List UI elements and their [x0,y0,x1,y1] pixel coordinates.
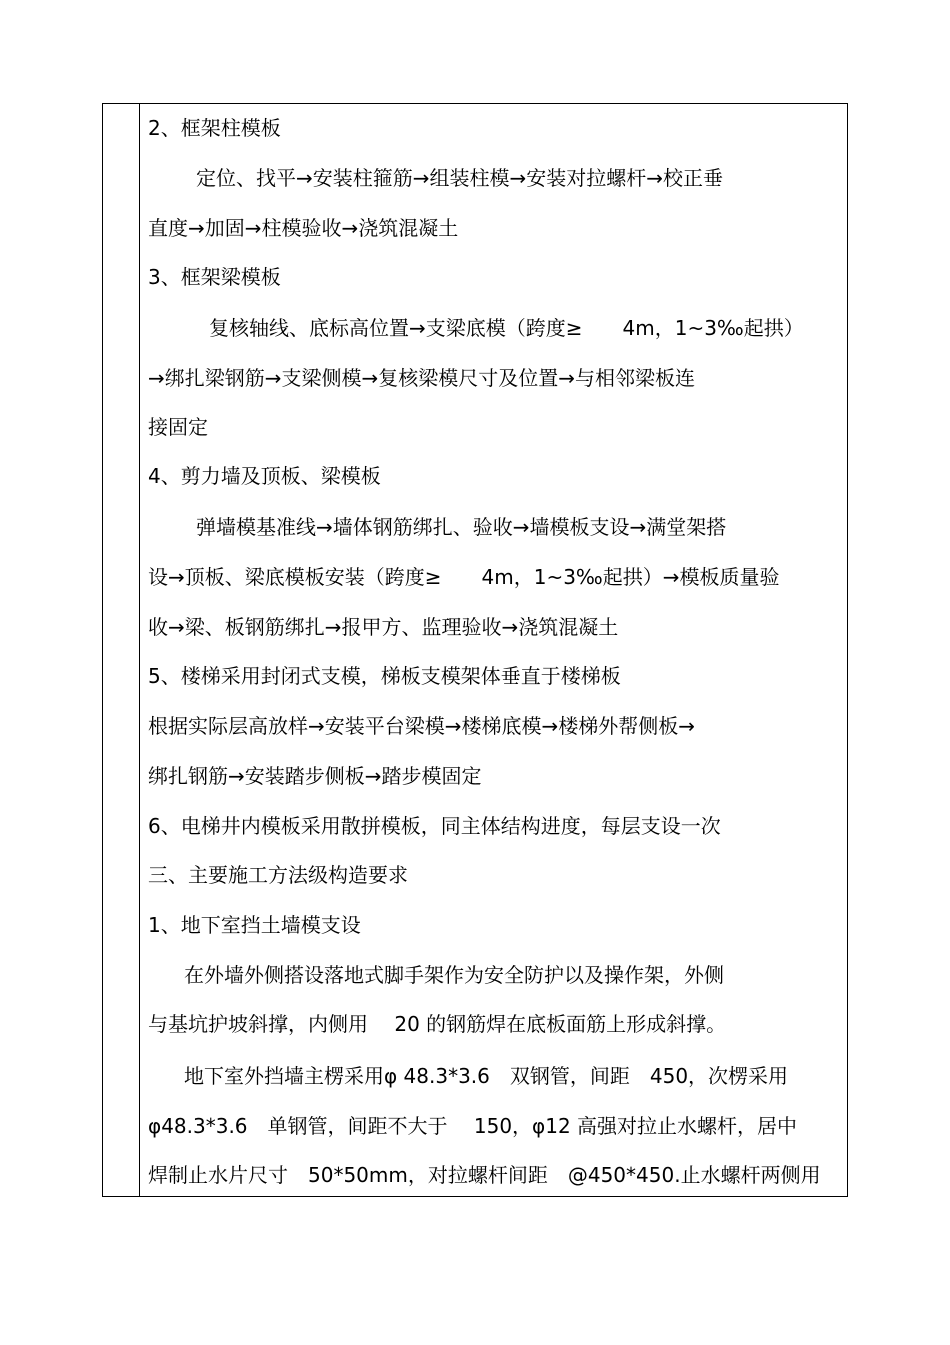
section-heading-construction-methods: 三、主要施工方法级构造要求 [148,863,408,887]
paragraph-line: 接固定 [148,415,208,439]
heading-frame-column-formwork: 2、框架柱模板 [148,116,281,140]
paragraph-line: 焊制止水片尺寸 50*50mm，对拉螺杆间距 @450*450.止水螺杆两侧用 [148,1163,821,1187]
left-column-cell [103,104,140,1196]
document-table [102,103,848,1197]
paragraph-line: 收→梁、板钢筋绑扎→报甲方、监理验收→浇筑混凝土 [148,615,619,639]
paragraph-line: 弹墙模基准线→墙体钢筋绑扎、验收→墙模板支设→满堂架搭 [196,515,727,539]
paragraph-line: 在外墙外侧搭设落地式脚手架作为安全防护以及操作架，外侧 [184,963,724,987]
paragraph-line: 与基坑护坡斜撑，内侧用 20 的钢筋焊在底板面筋上形成斜撑。 [148,1012,727,1036]
paragraph-line: 根据实际层高放样→安装平台梁模→楼梯底模→楼梯外帮侧板→ [148,714,696,738]
heading-frame-beam-formwork: 3、框架梁模板 [148,265,281,289]
heading-elevator-shaft-formwork: 6、电梯井内模板采用散拼模板，同主体结构进度，每层支设一次 [148,814,721,838]
heading-stair-formwork: 5、楼梯采用封闭式支模，梯板支模架体垂直于楼梯板 [148,664,621,688]
heading-shear-wall-formwork: 4、剪力墙及顶板、梁模板 [148,464,381,488]
paragraph-line: 地下室外挡墙主楞采用φ 48.3*3.6 双钢管，间距 450，次楞采用 [184,1064,789,1088]
paragraph-line: 复核轴线、底标高位置→支梁底模（跨度≥ 4m，1~3‰起拱） [209,316,804,340]
paragraph-line: →绑扎梁钢筋→支梁侧模→复核梁模尺寸及位置→与相邻梁板连 [148,366,696,390]
paragraph-line: 定位、找平→安装柱箍筋→组装柱模→安装对拉螺杆→校正垂 [196,166,724,190]
paragraph-line: φ48.3*3.6 单钢管，间距不大于 150，φ12 高强对拉止水螺杆，居中 [148,1114,798,1138]
paragraph-line: 绑扎钢筋→安装踏步侧板→踏步模固定 [148,764,482,788]
paragraph-line: 直度→加固→柱模验收→浇筑混凝土 [148,216,459,240]
paragraph-line: 设→顶板、梁底模板安装（跨度≥ 4m，1~3‰起拱）→模板质量验 [148,565,780,589]
heading-basement-retaining-wall: 1、地下室挡土墙模支设 [148,913,361,937]
